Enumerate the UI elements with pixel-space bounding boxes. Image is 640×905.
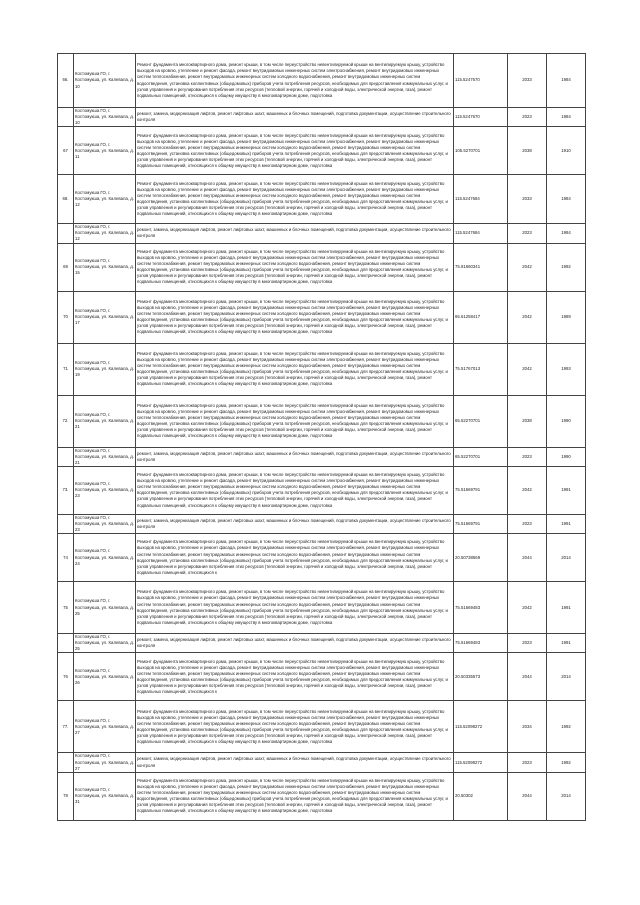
row-number	[58, 634, 74, 653]
works-description-cell: ремонт, замена, модернизация лифтов, ремонт лифтовых шахт, машинных и блочных помещений, подготовка документации, осуществление строительного контроля	[136, 514, 454, 533]
address-cell: Костомукша ГО, г. Костомукша, ул. Калевала, д. 23	[75, 514, 134, 533]
address-cell: Костомукша ГО, г. Костомукша, ул. Калевала, д. 19	[74, 343, 136, 395]
row-number: 66.	[58, 54, 74, 108]
works-description-cell: Ремонт фундамента многоквартирного дома, ремонт крыши, в том числе переустройство невентилируемой крыши на вентилируемую крышу, устройство выходов на кровлю, утепление и ремонт фасада, ремонт внутридомовых инженерных систем электроснабжения, ремонт внутридомовых инженерных систем теплоснабжения, ремонт внутридомовых инженерных систем холодного водоснабжения, ремонт внутридомовых инженерных систем водоотведения, установка коллективных (общедомовых) приборов учета потребления ресурсов, необходимых для предоставления коммунальных услуг, и узлов управления и регулирования потребления этих ресурсов (тепловой энергии, горячей и холодной воды, электрической энергии, газа), ремонт подвальных помещений, относящихся к	[136, 534, 454, 582]
build-year-cell: 1910	[547, 127, 586, 175]
planned-year-cell: 2044	[508, 653, 547, 701]
row-number: 76	[58, 653, 74, 701]
cost-cell: 115.5247670	[454, 54, 508, 108]
cost-cell: 20.50335573	[454, 653, 508, 701]
cost-cell: 115.5247684	[454, 175, 508, 224]
table-row	[58, 291, 586, 343]
planned-year-cell: 2023	[508, 753, 547, 772]
address-cell: Костомукша ГО, г. Костомукша, ул. Калевала, д. 12	[75, 224, 134, 242]
planned-year-cell: 2042	[508, 291, 547, 343]
table-row	[58, 395, 586, 447]
planned-year-cell: 2044	[508, 772, 547, 820]
address-cell: Костомукша ГО, г. Костомукша, ул. Калевала, д. 21	[75, 447, 134, 465]
cost-cell: 115.52098272	[454, 753, 508, 772]
cost-cell: 20.50738569	[454, 534, 508, 582]
row-number: 73.	[58, 466, 74, 514]
address-cell: Костомукша ГО, г. Костомукша, ул. Калевала, д. 27	[75, 753, 134, 771]
build-year-cell: 1984	[547, 108, 586, 127]
cost-cell: 20.50302	[454, 772, 508, 820]
address-cell: Костомукша ГО, г. Костомукша, ул. Калевала, д. 25	[74, 582, 136, 634]
planned-year-cell: 2042	[508, 343, 547, 395]
build-year-cell: 1991	[547, 634, 586, 653]
table-row	[58, 108, 586, 127]
cost-cell: 65.52270701	[454, 395, 508, 447]
works-description-cell: Ремонт фундамента многоквартирного дома, ремонт крыши, в том числе переустройство невентилируемой крыши на вентилируемую крышу, устройство выходов на кровлю, утепление и ремонт фасада, ремонт внутридомовых инженерных систем электроснабжения, ремонт внутридомовых инженерных систем теплоснабжения, ремонт внутридомовых инженерных систем холодного водоснабжения, ремонт внутридомовых инженерных систем водоотведения, установка коллективных (общедомовых) приборов учета потребления ресурсов, необходимых для предоставления коммунальных услуг, и узлов управления и регулирования потребления этих ресурсов (тепловой энергии, горячей и холодной воды, электрической энергии, газа), ремонт подвальных помещений, относящихся к общему имуществу в многоквартирном доме, подготовка	[136, 54, 454, 108]
address-cell: Костомукша ГО, г. Костомукша, ул. Калевала, д. 10	[75, 108, 134, 126]
planned-year-cell: 2023	[508, 108, 547, 127]
build-year-cell: 1990	[547, 447, 586, 466]
cost-cell: 75.51767013	[454, 343, 508, 395]
build-year-cell: 1984	[547, 54, 586, 108]
cost-cell: 115.52098272	[454, 701, 508, 753]
planned-year-cell: 2042	[508, 243, 547, 291]
row-number	[58, 224, 74, 243]
table-row	[58, 243, 586, 291]
table-row	[58, 582, 586, 634]
table-row	[58, 127, 586, 175]
address-cell: Костомукша ГО, г. Костомукша, ул. Калевала, д. 12	[74, 175, 136, 224]
address-cell: Костомукша ГО, г. Костомукша, ул. Калевала, д. 31	[74, 772, 136, 820]
row-number	[58, 753, 74, 772]
planned-year-cell: 2038	[508, 395, 547, 447]
planned-year-cell: 2023	[508, 447, 547, 466]
address-cell: Костомукша ГО, г. Костомукша, ул. Калевала, д. 27	[74, 701, 136, 753]
row-number: 71	[58, 343, 74, 395]
cost-cell: 115.5247670	[454, 108, 508, 127]
cost-cell: 75.51669483	[454, 634, 508, 653]
build-year-cell: 2014	[547, 772, 586, 820]
planned-year-cell: 2034	[508, 701, 547, 753]
planned-year-cell: 2038	[508, 127, 547, 175]
build-year-cell: 1990	[547, 395, 586, 447]
table-row	[58, 343, 586, 395]
capital-repair-table	[57, 53, 586, 821]
build-year-cell: 1993	[547, 343, 586, 395]
planned-year-cell: 2042	[508, 466, 547, 514]
table-row	[58, 534, 586, 582]
cost-cell: 65.52270701	[454, 447, 508, 466]
row-number: 68.	[58, 175, 74, 224]
row-number: 77.	[58, 701, 74, 753]
planned-year-cell: 2042	[508, 582, 547, 634]
address-cell: Костомукша ГО, г. Костомукша, ул. Калевала, д. 23	[74, 466, 136, 514]
planned-year-cell: 2033	[508, 175, 547, 224]
cost-cell: 75.51669791	[454, 466, 508, 514]
planned-year-cell: 2033	[508, 54, 547, 108]
planned-year-cell: 2023	[508, 224, 547, 243]
table-row	[58, 224, 586, 243]
table-row	[58, 447, 586, 466]
row-number: 67	[58, 127, 74, 175]
build-year-cell: 1984	[547, 224, 586, 243]
address-cell: Костомукша ГО, г. Костомукша, ул. Калевала, д. 11	[74, 127, 136, 175]
table-row	[58, 175, 586, 224]
address-cell: Костомукша ГО, г. Костомукша, ул. Калевала, д. 17	[74, 291, 136, 343]
table-row	[58, 772, 586, 820]
planned-year-cell: 2023	[508, 634, 547, 653]
row-number: 70	[58, 291, 74, 343]
works-description-cell: Ремонт фундамента многоквартирного дома, ремонт крыши, в том числе переустройство невентилируемой крыши на вентилируемую крышу, устройство выходов на кровлю, утепление и ремонт фасада, ремонт внутридомовых инженерных систем электроснабжения, ремонт внутридомовых инженерных систем теплоснабжения, ремонт внутридомовых инженерных систем холодного водоснабжения, ремонт внутридомовых инженерных систем водоотведения, установка коллективных (общедомовых) приборов учета потребления ресурсов, необходимых для предоставления коммунальных услуг, и узлов управления и регулирования потребления этих ресурсов (тепловой энергии, горячей и холодной воды, электрической энергии, газа), ремонт подвальных помещений, относящихся к общему имуществу в многоквартирном доме, подготовка	[136, 466, 454, 514]
build-year-cell: 1984	[547, 175, 586, 224]
row-number	[58, 108, 74, 127]
works-description-cell: Ремонт фундамента многоквартирного дома, ремонт крыши, в том числе переустройство невентилируемой крыши на вентилируемую крышу, устройство выходов на кровлю, утепление и ремонт фасада, ремонт внутридомовых инженерных систем электроснабжения, ремонт внутридомовых инженерных систем теплоснабжения, ремонт внутридомовых инженерных систем холодного водоснабжения, ремонт внутридомовых инженерных систем водоотведения, установка коллективных (общедомовых) приборов учета потребления ресурсов, необходимых для предоставления коммунальных услуг, и узлов управления и регулирования потребления этих ресурсов (тепловой энергии, горячей и холодной воды, электрической энергии, газа), ремонт подвальных помещений, относящихся к общему имуществу в многоквартирном доме, подготовка	[136, 343, 454, 395]
works-description-cell: Ремонт фундамента многоквартирного дома, ремонт крыши, в том числе переустройство невентилируемой крыши на вентилируемую крышу, устройство выходов на кровлю, утепление и ремонт фасада, ремонт внутридомовых инженерных систем электроснабжения, ремонт внутридомовых инженерных систем теплоснабжения, ремонт внутридомовых инженерных систем холодного водоснабжения, ремонт внутридомовых инженерных систем водоотведения, установка коллективных (общедомовых) приборов учета потребления ресурсов, необходимых для предоставления коммунальных услуг, и узлов управления и регулирования потребления этих ресурсов (тепловой энергии, горячей и холодной воды, электрической энергии, газа), ремонт подвальных помещений, относящихся к	[136, 653, 454, 701]
table-row	[58, 701, 586, 753]
row-number: 78	[58, 772, 74, 820]
address-cell: Костомукша ГО, г. Костомукша, ул. Калевала, д. 10	[74, 54, 136, 108]
build-year-cell: 1991	[547, 466, 586, 514]
works-description-cell: ремонт, замена, модернизация лифтов, ремонт лифтовых шахт, машинных и блочных помещений, подготовка документации, осуществление строительного контроля	[136, 224, 454, 243]
works-description-cell: Ремонт фундамента многоквартирного дома, ремонт крыши, в том числе переустройство невентилируемой крыши на вентилируемую крышу, устройство выходов на кровлю, утепление и ремонт фасада, ремонт внутридомовых инженерных систем электроснабжения, ремонт внутридомовых инженерных систем теплоснабжения, ремонт внутридомовых инженерных систем холодного водоснабжения, ремонт внутридомовых инженерных систем водоотведения, установка коллективных (общедомовых) приборов учета потребления ресурсов, необходимых для предоставления коммунальных услуг, и узлов управления и регулирования потребления этих ресурсов (тепловой энергии, горячей и холодной воды, электрической энергии, газа), ремонт подвальных помещений, относящихся к общему имуществу в многоквартирном доме, подготовка	[136, 127, 454, 175]
works-description-cell: Ремонт фундамента многоквартирного дома, ремонт крыши, в том числе переустройство невентилируемой крыши на вентилируемую крышу, устройство выходов на кровлю, утепление и ремонт фасада, ремонт внутридомовых инженерных систем электроснабжения, ремонт внутридомовых инженерных систем теплоснабжения, ремонт внутридомовых инженерных систем холодного водоснабжения, ремонт внутридомовых инженерных систем водоотведения, установка коллективных (общедомовых) приборов учета потребления ресурсов, необходимых для предоставления коммунальных услуг, и узлов управления и регулирования потребления этих ресурсов (тепловой энергии, горячей и холодной воды, электрической энергии, газа), ремонт подвальных помещений, относящихся к общему имуществу в многоквартирном доме, подготовка	[136, 582, 454, 634]
works-description-cell: ремонт, замена, модернизация лифтов, ремонт лифтовых шахт, машинных и блочных помещений, подготовка документации, осуществление строительного контроля	[136, 634, 454, 653]
table-row	[58, 753, 586, 772]
table-row	[58, 54, 586, 108]
address-cell: Костомукша ГО, г. Костомукша, ул. Калевала, д. 15	[74, 243, 136, 291]
table-row	[58, 653, 586, 701]
row-number	[58, 447, 74, 466]
build-year-cell: 1989	[547, 291, 586, 343]
cost-cell: 75.51669791	[454, 514, 508, 533]
works-description-cell: Ремонт фундамента многоквартирного дома, ремонт крыши, в том числе переустройство невентилируемой крыши на вентилируемую крышу, устройство выходов на кровлю, утепление и ремонт фасада, ремонт внутридомовых инженерных систем электроснабжения, ремонт внутридомовых инженерных систем теплоснабжения, ремонт внутридомовых инженерных систем холодного водоснабжения, ремонт внутридомовых инженерных систем водоотведения, установка коллективных (общедомовых) приборов учета потребления ресурсов, необходимых для предоставления коммунальных услуг, и узлов управления и регулирования потребления этих ресурсов (тепловой энергии, горячей и холодной воды, электрической энергии, газа), ремонт подвальных помещений, относящихся к общему имуществу в многоквартирном доме, подготовка	[136, 395, 454, 447]
cost-cell: 75.51669483	[454, 582, 508, 634]
cost-cell: 105.5270701	[454, 127, 508, 175]
works-description-cell: Ремонт фундамента многоквартирного дома, ремонт крыши, в том числе переустройство невентилируемой крыши на вентилируемую крышу, устройство выходов на кровлю, утепление и ремонт фасада, ремонт внутридомовых инженерных систем электроснабжения, ремонт внутридомовых инженерных систем теплоснабжения, ремонт внутридомовых инженерных систем холодного водоснабжения, ремонт внутридомовых инженерных систем водоотведения, установка коллективных (общедомовых) приборов учета потребления ресурсов, необходимых для предоставления коммунальных услуг, и узлов управления и регулирования потребления этих ресурсов (тепловой энергии, горячей и холодной воды, электрической энергии, газа), ремонт подвальных помещений, относящихся к общему имуществу в многоквартирном доме, подготовка	[136, 291, 454, 343]
address-cell: Костомукша ГО, г. Костомукша, ул. Калевала, д. 26	[74, 653, 136, 701]
build-year-cell: 1992	[547, 701, 586, 753]
works-description-cell: ремонт, замена, модернизация лифтов, ремонт лифтовых шахт, машинных и блочных помещений, подготовка документации, осуществление строительного контроля	[136, 108, 454, 127]
build-year-cell: 1991	[547, 514, 586, 533]
works-description-cell: Ремонт фундамента многоквартирного дома, ремонт крыши, в том числе переустройство невентилируемой крыши на вентилируемую крышу, устройство выходов на кровлю, утепление и ремонт фасада, ремонт внутридомовых инженерных систем электроснабжения, ремонт внутридомовых инженерных систем теплоснабжения, ремонт внутридомовых инженерных систем холодного водоснабжения, ремонт внутридомовых инженерных систем водоотведения, установка коллективных (общедомовых) приборов учета потребления ресурсов, необходимых для предоставления коммунальных услуг, и узлов управления и регулирования потребления этих ресурсов (тепловой энергии, горячей и холодной воды, электрической энергии, газа), ремонт подвальных помещений, относящихся к общему имуществу в многоквартирном доме, подготовка	[136, 701, 454, 753]
row-number: 72.	[58, 395, 74, 447]
build-year-cell: 1992	[547, 243, 586, 291]
row-number: 75	[58, 582, 74, 634]
cost-cell: 115.5247684	[454, 224, 508, 243]
row-number: 74	[58, 534, 74, 582]
works-description-cell: ремонт, замена, модернизация лифтов, ремонт лифтовых шахт, машинных и блочных помещений, подготовка документации, осуществление строительного контроля	[136, 753, 454, 772]
build-year-cell: 1991	[547, 582, 586, 634]
cost-cell: 65.61258417	[454, 291, 508, 343]
build-year-cell: 2014	[547, 653, 586, 701]
table-body	[58, 54, 586, 821]
build-year-cell: 2014	[547, 534, 586, 582]
address-cell: Костомукша ГО, г. Костомукша, ул. Калевала, д. 21	[74, 395, 136, 447]
row-number: 69	[58, 243, 74, 291]
row-number	[58, 514, 74, 533]
address-cell: Костомукша ГО, г. Костомукша, ул. Калевала, д. 25	[75, 634, 134, 652]
address-cell: Костомукша ГО, г. Костомукша, ул. Калевала, д. 24	[74, 534, 136, 582]
cost-cell: 75.81660341	[454, 243, 508, 291]
works-description-cell: Ремонт фундамента многоквартирного дома, ремонт крыши, в том числе переустройство невентилируемой крыши на вентилируемую крышу, устройство выходов на кровлю, утепление и ремонт фасада, ремонт внутридомовых инженерных систем электроснабжения, ремонт внутридомовых инженерных систем теплоснабжения, ремонт внутридомовых инженерных систем холодного водоснабжения, ремонт внутридомовых инженерных систем водоотведения, установка коллективных (общедомовых) приборов учета потребления ресурсов, необходимых для предоставления коммунальных услуг, и узлов управления и регулирования потребления этих ресурсов (тепловой энергии, горячей и холодной воды, электрической энергии, газа), ремонт подвальных помещений, относящихся к общему имуществу в многоквартирном доме, подготовка	[136, 243, 454, 291]
build-year-cell: 1992	[547, 753, 586, 772]
table-row	[58, 466, 586, 514]
table-row	[58, 514, 586, 533]
works-description-cell: ремонт, замена, модернизация лифтов, ремонт лифтовых шахт, машинных и блочных помещений, подготовка документации, осуществление строительного контроля	[136, 447, 454, 466]
works-description-cell: Ремонт фундамента многоквартирного дома, ремонт крыши, в том числе переустройство невентилируемой крыши на вентилируемую крышу, устройство выходов на кровлю, утепление и ремонт фасада, ремонт внутридомовых инженерных систем электроснабжения, ремонт внутридомовых инженерных систем теплоснабжения, ремонт внутридомовых инженерных систем холодного водоснабжения, ремонт внутридомовых инженерных систем водоотведения, установка коллективных (общедомовых) приборов учета потребления ресурсов, необходимых для предоставления коммунальных услуг, и узлов управления и регулирования потребления этих ресурсов (тепловой энергии, горячей и холодной воды, электрической энергии, газа), ремонт подвальных помещений, относящихся к общему имуществу в многоквартирном доме, подготовка	[136, 772, 454, 820]
table-row	[58, 634, 586, 653]
works-description-cell: Ремонт фундамента многоквартирного дома, ремонт крыши, в том числе переустройство невентилируемой крыши на вентилируемую крышу, устройство выходов на кровлю, утепление и ремонт фасада, ремонт внутридомовых инженерных систем электроснабжения, ремонт внутридомовых инженерных систем теплоснабжения, ремонт внутридомовых инженерных систем холодного водоснабжения, ремонт внутридомовых инженерных систем водоотведения, установка коллективных (общедомовых) приборов учета потребления ресурсов, необходимых для предоставления коммунальных услуг, и узлов управления и регулирования потребления этих ресурсов (тепловой энергии, горячей и холодной воды, электрической энергии, газа), ремонт подвальных помещений, относящихся к общему имуществу в многоквартирном доме, подготовка	[136, 175, 454, 224]
planned-year-cell: 2044	[508, 534, 547, 582]
planned-year-cell: 2023	[508, 514, 547, 533]
